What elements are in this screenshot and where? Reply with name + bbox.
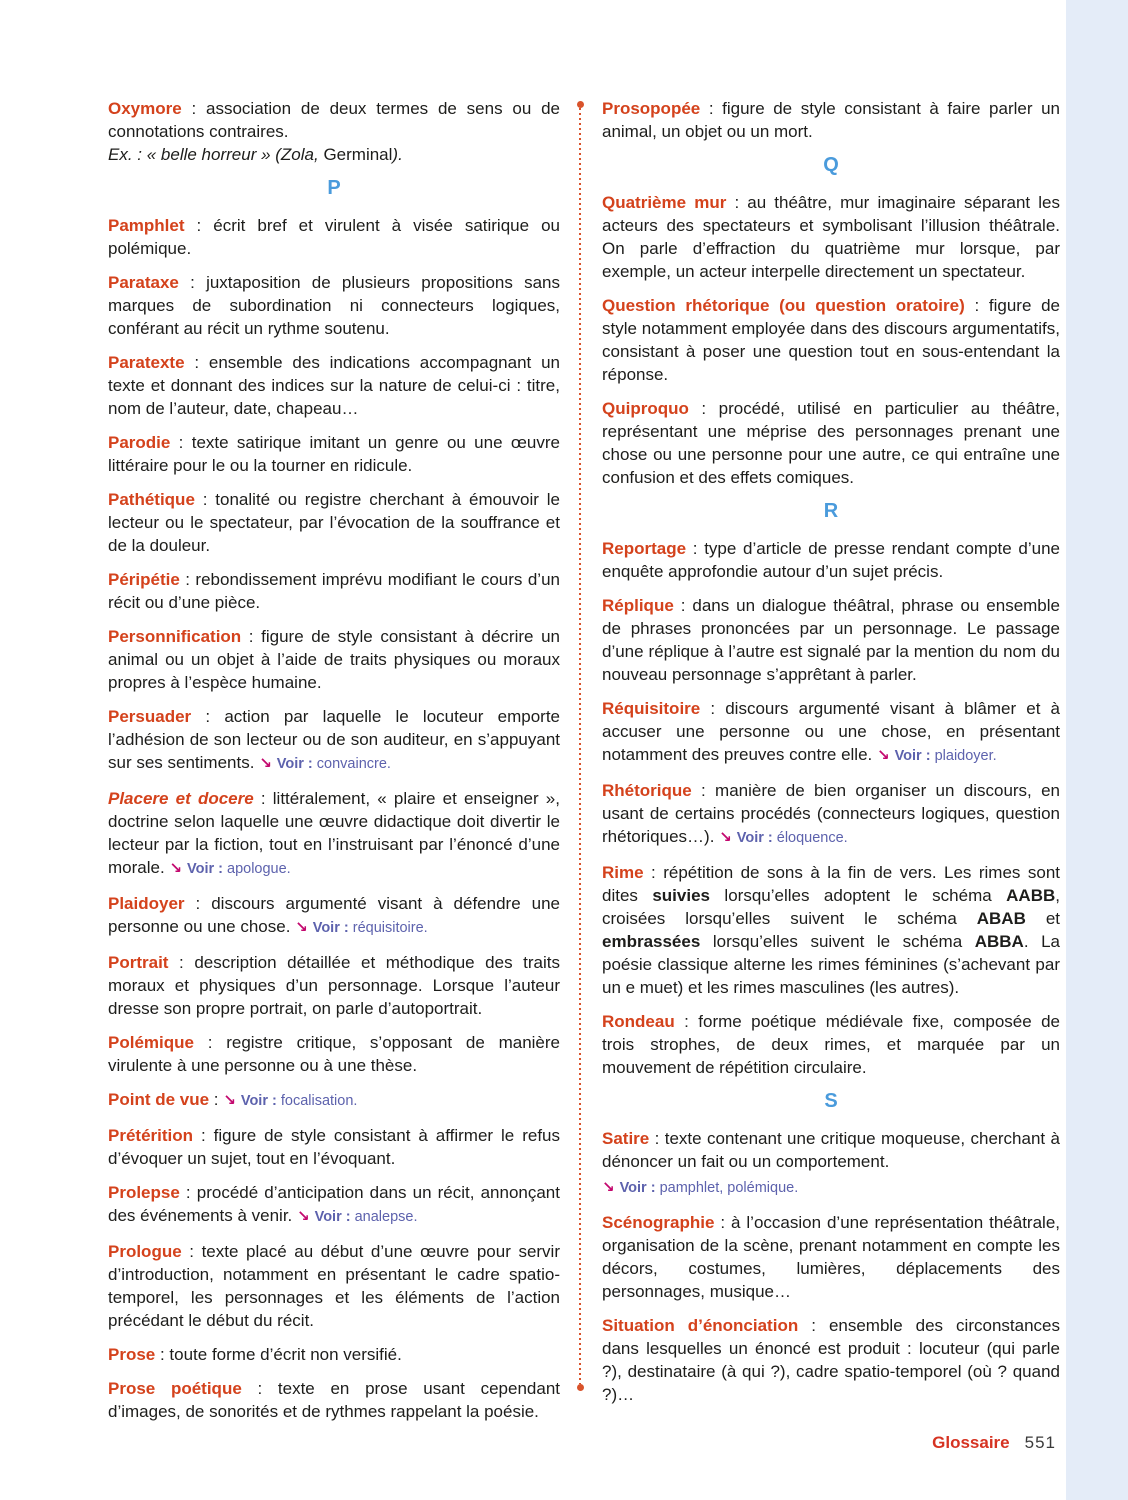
term-label: Rhétorique [602,781,692,800]
see-targets: éloquence. [776,830,848,846]
term-label: Péripétie [108,570,180,589]
see-arrow-icon: ↘ [297,1207,310,1225]
text-segment: : ensemble des circonstances dans lesquelles un énoncé est produit : locuteur (qui parle ?), destinataire (à qui ?), cadre spatio-temporel (où ? quand ?)… [602,1316,1060,1404]
glossary-entry [602,191,1060,283]
see-arrow-icon: ↘ [169,859,182,877]
glossary-entry [108,705,560,776]
glossary-entry [108,1124,560,1170]
see-reference [259,756,391,772]
term-label: Scénographie [602,1213,715,1232]
see-arrow-icon: ↘ [602,1178,615,1196]
text-segment: Germinal [323,145,393,164]
text-segment: : texte satirique imitant un genre ou une œuvre littéraire pour le ou la tourner en ridicule. [108,433,560,475]
footer-page-number: 551 [1024,1433,1056,1452]
text-segment: ). [392,145,403,164]
text-segment: : type d’article de presse rendant compte d’une enquête approfondie autour d’un sujet précis. [602,539,1060,581]
see-targets: pamphlet, polémique. [659,1180,799,1196]
term-label: Prétérition [108,1126,194,1145]
text-segment: Ex. : « belle horreur » (Zola, [108,145,324,164]
glossary-entry [108,97,560,166]
text-segment: , croisées lorsqu’elles suivent le schéma [602,886,1060,928]
section-letter-S: S [824,1090,838,1112]
separator-top-dot [577,101,584,108]
separator-bottom-dot [577,1384,584,1391]
see-arrow-icon: ↘ [223,1091,236,1109]
see-label: Voir : [619,1180,660,1196]
text-segment: : juxtaposition de plusieurs propositions sans marques de subordination ni connecteurs logiques, conférant au récit un rythme soutenu. [108,273,560,338]
term-label: Polémique [108,1033,194,1052]
see-reference [719,830,848,846]
glossary-entry [602,97,1060,143]
text-segment: : tonalité ou registre cherchant à émouvoir le lecteur ou le spectateur, par l’évocation de la souffrance et de la douleur. [108,490,560,555]
see-label: Voir : [736,830,777,846]
glossary-entry [602,697,1060,768]
text-segment: : figure de style consistant à décrire un animal ou un objet à l’aide de traits physiques ou moraux propres à l’espèce humaine. [108,627,560,692]
text-segment: : ensemble des indications accompagnant un texte et donnant des indices sur la nature de celui-ci : titre, nom de l’auteur, date, chapeau… [108,353,560,418]
section-letter-Q: Q [823,154,839,176]
text-segment: : procédé, utilisé en particulier au théâtre, représentant une méprise des personnages prenant une chose ou une personne pour une autre, ce qui entraîne une confusion et des effets comiques. [602,399,1060,487]
see-arrow-icon: ↘ [719,828,732,846]
term-label: Pamphlet [108,216,185,235]
page-footer [932,1433,1056,1453]
text-segment: : écrit bref et virulent à visée satirique ou polémique. [108,216,560,258]
glossary-entry [108,1088,560,1113]
text-segment: : figure de style notamment employée dans des discours argumentatifs, consistant à poser une question tout en sous-entendant la réponse. [602,296,1061,384]
text-segment: : rebondissement imprévu modifiant le cours d’un récit ou d’une pièce. [108,570,560,612]
glossary-entry [108,488,560,557]
term-label: Oxymore [108,99,182,118]
glossary-entry [108,1377,560,1423]
glossary-entry [108,1181,560,1229]
glossary-entry [108,1031,560,1077]
see-arrow-icon: ↘ [877,746,890,764]
text-segment: : dans un dialogue théâtral, phrase ou ensemble de phrases prononcées par un personnage. Le passage d’une réplique à l’autre est signalé par la mention du nom du nouveau personnage s’apprêtant à parler. [602,596,1060,684]
glossary-entry [602,594,1060,686]
term-label: Persuader [108,707,192,726]
text-segment: AABB [1006,886,1056,905]
text-segment: : [209,1090,219,1109]
glossary-entry [602,1127,1060,1200]
glossary-entry [108,892,560,940]
glossary-entry [108,351,560,420]
text-segment: : association de deux termes de sens ou de connotations contraires. [108,99,560,141]
glossary-entry [602,294,1060,386]
see-label: Voir : [187,861,228,877]
see-targets: apologue. [227,861,291,877]
term-label: Point de vue [108,1090,210,1109]
term-label: Prologue [108,1242,182,1261]
see-reference [297,1209,417,1225]
see-reference [877,748,997,764]
see-label: Voir : [240,1093,281,1109]
glossary-column-right [602,97,1060,1417]
term-label: Parataxe [108,273,179,292]
text-segment: : texte contenant une critique moqueuse, cherchant à dénoncer un fait ou un comportement. [602,1129,1060,1171]
text-segment: ABAB [976,909,1026,928]
see-arrow-icon: ↘ [295,918,308,936]
text-segment: : texte placé au début d’une œuvre pour servir d’introduction, notamment en présentant le cadre spatio-temporel, les personnages et les éléments de l’action précédant le début du récit. [108,1242,560,1330]
text-segment: : description détaillée et méthodique des traits moraux et physiques d’un personnage. Lorsque l’auteur dresse son propre portrait, on parle d’autoportrait. [108,953,560,1018]
see-targets: plaidoyer. [934,748,997,764]
glossary-entry [602,1211,1060,1303]
see-label: Voir : [314,1209,355,1225]
text-segment: : manière de bien organiser un discours, en usant de certains procédés (connecteurs logiques, question rhétoriques…). [602,781,1060,846]
see-reference [295,920,428,936]
term-label: Question rhétorique (ou question oratoire) [602,296,965,315]
text-segment: : figure de style consistant à affirmer le refus d’évoquer un sujet, tout en l’évoquant. [108,1126,560,1168]
text-segment: : texte en prose usant cependant d’images, de sonorités et de rythmes rappelant la poésie. [108,1379,560,1421]
term-label: Quiproquo [602,399,689,418]
term-label: Rondeau [602,1012,675,1031]
glossary-entry [108,214,560,260]
page-edge-tab [1066,0,1128,1500]
text-segment: . La poésie classique alterne les rimes féminines (s’achevant par un e muet) et les rimes masculines (les autres). [602,932,1061,997]
see-reference [169,861,290,877]
text-segment: : discours argumenté visant à défendre une personne ou une chose. [108,894,560,936]
term-label: Prose poétique [108,1379,242,1398]
term-label: Portrait [108,953,169,972]
text-segment: : au théâtre, mur imaginaire séparant les acteurs des spectateurs et symbolisant l’illusion théâtrale. On parle d’effraction du quatrième mur lorsque, par exemple, un acteur interpelle directement un spectateur. [602,193,1060,281]
term-label: Parodie [108,433,171,452]
example-text [108,143,560,166]
term-label: Quatrième mur [602,193,727,212]
text-segment: : littéralement, « plaire et enseigner », doctrine selon laquelle une œuvre didactique doit divertir le lecteur par la fiction, tout en l’instruisant par l’énoncé d’une morale. [108,789,560,877]
see-arrow-icon: ↘ [259,754,272,772]
section-letter-P: P [327,177,341,199]
text-segment: ABBA [974,932,1024,951]
column-separator [577,103,584,1389]
glossary-entry [602,779,1060,850]
see-reference [223,1093,357,1109]
text-segment: lorsqu’elles suivent le schéma [700,932,975,951]
term-label: Satire [602,1129,650,1148]
section-letter-R: R [823,500,839,522]
glossary-entry [108,271,560,340]
text-segment: suivies [652,886,710,905]
term-label: Reportage [602,539,687,558]
text-segment: lorsqu’elles adoptent le schéma [710,886,1007,905]
term-label: Personnification [108,627,242,646]
see-targets: convaincre. [316,756,391,772]
term-label: Rime [602,863,644,882]
glossary-entry [108,1343,560,1366]
glossary-entry [108,1240,560,1332]
text-segment: : procédé d’anticipation dans un récit, annonçant des événements à venir. [108,1183,560,1225]
see-label: Voir : [312,920,353,936]
term-label: Prose [108,1345,156,1364]
text-segment: : figure de style consistant à faire parler un animal, un objet ou un mort. [602,99,1060,141]
glossary-entry [602,537,1060,583]
text-segment: : à l’occasion d’une représentation théâtrale, organisation de la scène, prenant notamment en compte les décors, costumes, lumières, déplacements des personnages, musique… [602,1213,1060,1301]
see-targets: analepse. [354,1209,418,1225]
glossary-entry [602,1010,1060,1079]
text-segment: : registre critique, s’opposant de manière virulente à une personne ou à une thèse. [108,1033,560,1075]
text-segment: embrassées [602,932,701,951]
text-segment: : répétition de sons à la fin de vers. Les rimes sont dites [602,863,1060,905]
term-label: Pathétique [108,490,195,509]
glossary-entry [108,787,560,881]
glossary-entry [108,625,560,694]
text-segment: : action par laquelle le locuteur emporte l’adhésion de son lecteur ou de son auditeur, en s’appuyant sur ses sentiments. [108,707,560,772]
see-label: Voir : [276,756,317,772]
see-targets: réquisitoire. [352,920,428,936]
text-segment: : forme poétique médiévale fixe, composée de trois strophes, de deux rimes, et marquée par un mouvement de répétition circulaire. [602,1012,1060,1077]
see-label: Voir : [894,748,935,764]
term-label: Plaidoyer [108,894,185,913]
see-targets: focalisation. [280,1093,358,1109]
glossary-entry [602,861,1060,999]
term-label: Prolepse [108,1183,180,1202]
see-reference [602,1176,1060,1200]
term-label: Situation d’énonciation [602,1316,799,1335]
separator-dotted-line [579,108,581,1384]
text-segment: : discours argumenté visant à blâmer et à accuser une personne ou une chose, en présentant notamment des preuves contre elle. [602,699,1060,764]
term-label: Paratexte [108,353,185,372]
term-label: Prosopopée [602,99,701,118]
term-label: Réquisitoire [602,699,701,718]
glossary-entry [602,1314,1060,1406]
text-segment: : toute forme d’écrit non versifié. [155,1345,402,1364]
glossary-entry [602,397,1060,489]
text-segment: et [1025,909,1060,928]
term-label: Réplique [602,596,674,615]
glossary-entry [108,568,560,614]
glossary-entry [108,431,560,477]
glossary-entry [108,951,560,1020]
glossary-column-left [108,97,560,1434]
footer-section-label: Glossaire [932,1433,1010,1452]
term-label: Placere et docere [108,789,254,808]
